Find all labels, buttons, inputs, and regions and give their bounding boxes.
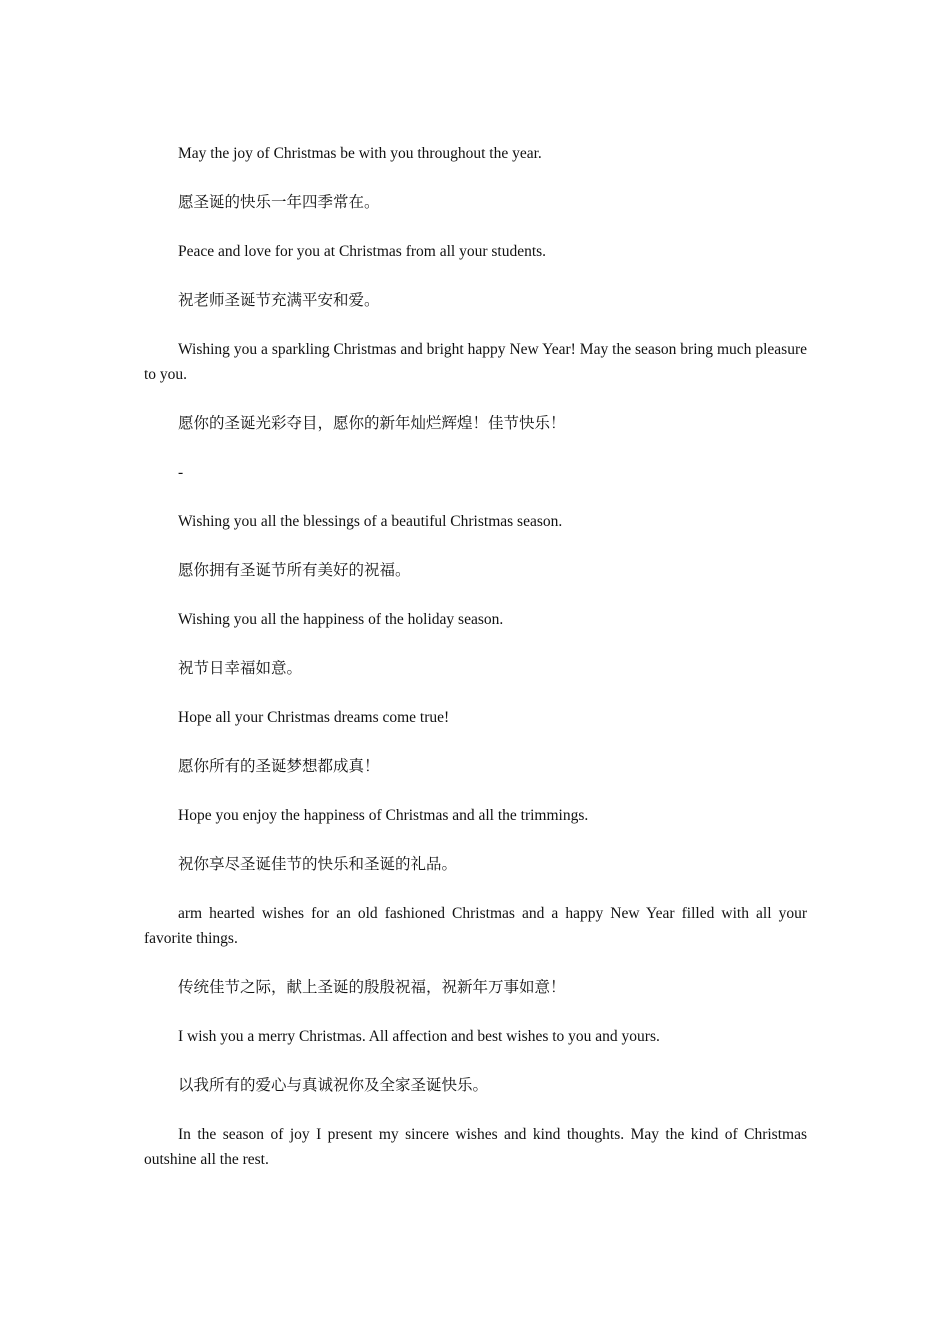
- paragraph-12: Hope all your Christmas dreams come true!: [178, 709, 450, 726]
- paragraph-19: 以我所有的爱心与真诚祝你及全家圣诞快乐。: [178, 1077, 489, 1094]
- paragraph-4: 祝老师圣诞节充满平安和爱。: [178, 292, 380, 309]
- paragraph-1: May the joy of Christmas be with you throughout the year.: [178, 145, 542, 162]
- paragraph-17: 传统佳节之际，献上圣诞的殷殷祝福，祝新年万事如意！: [178, 979, 566, 996]
- paragraph-9: 愿你拥有圣诞节所有美好的祝福。: [178, 562, 411, 579]
- paragraph-10: Wishing you all the happiness of the holiday season.: [178, 611, 504, 628]
- paragraph-20: In the season of joy I present my sincere wishes and kind thoughts. May the kind of Christmas outshine all the rest.: [144, 1126, 807, 1168]
- paragraph-2: 愿圣诞的快乐一年四季常在。: [178, 194, 380, 211]
- paragraph-8: Wishing you all the blessings of a beautiful Christmas season.: [178, 513, 563, 530]
- document-body: [144, 141, 807, 1196]
- paragraph-14: Hope you enjoy the happiness of Christmas and all the trimmings.: [178, 807, 589, 824]
- paragraph-15: 祝你享尽圣诞佳节的快乐和圣诞的礼品。: [178, 856, 458, 873]
- paragraph-16: arm hearted wishes for an old fashioned Christmas and a happy New Year filled with all your favorite things.: [144, 905, 807, 947]
- paragraph-11: 祝节日幸福如意。: [178, 660, 303, 677]
- paragraph-3: Peace and love for you at Christmas from all your students.: [178, 243, 547, 260]
- paragraph-6: 愿你的圣诞光彩夺目，愿你的新年灿烂辉煌！佳节快乐！: [178, 415, 566, 432]
- paragraph-18: I wish you a merry Christmas. All affection and best wishes to you and yours.: [178, 1028, 660, 1045]
- paragraph-7: -: [178, 464, 184, 481]
- paragraph-5: Wishing you a sparkling Christmas and bright happy New Year! May the season bring much pleasure to you.: [144, 341, 807, 383]
- paragraph-13: 愿你所有的圣诞梦想都成真！: [178, 758, 380, 775]
